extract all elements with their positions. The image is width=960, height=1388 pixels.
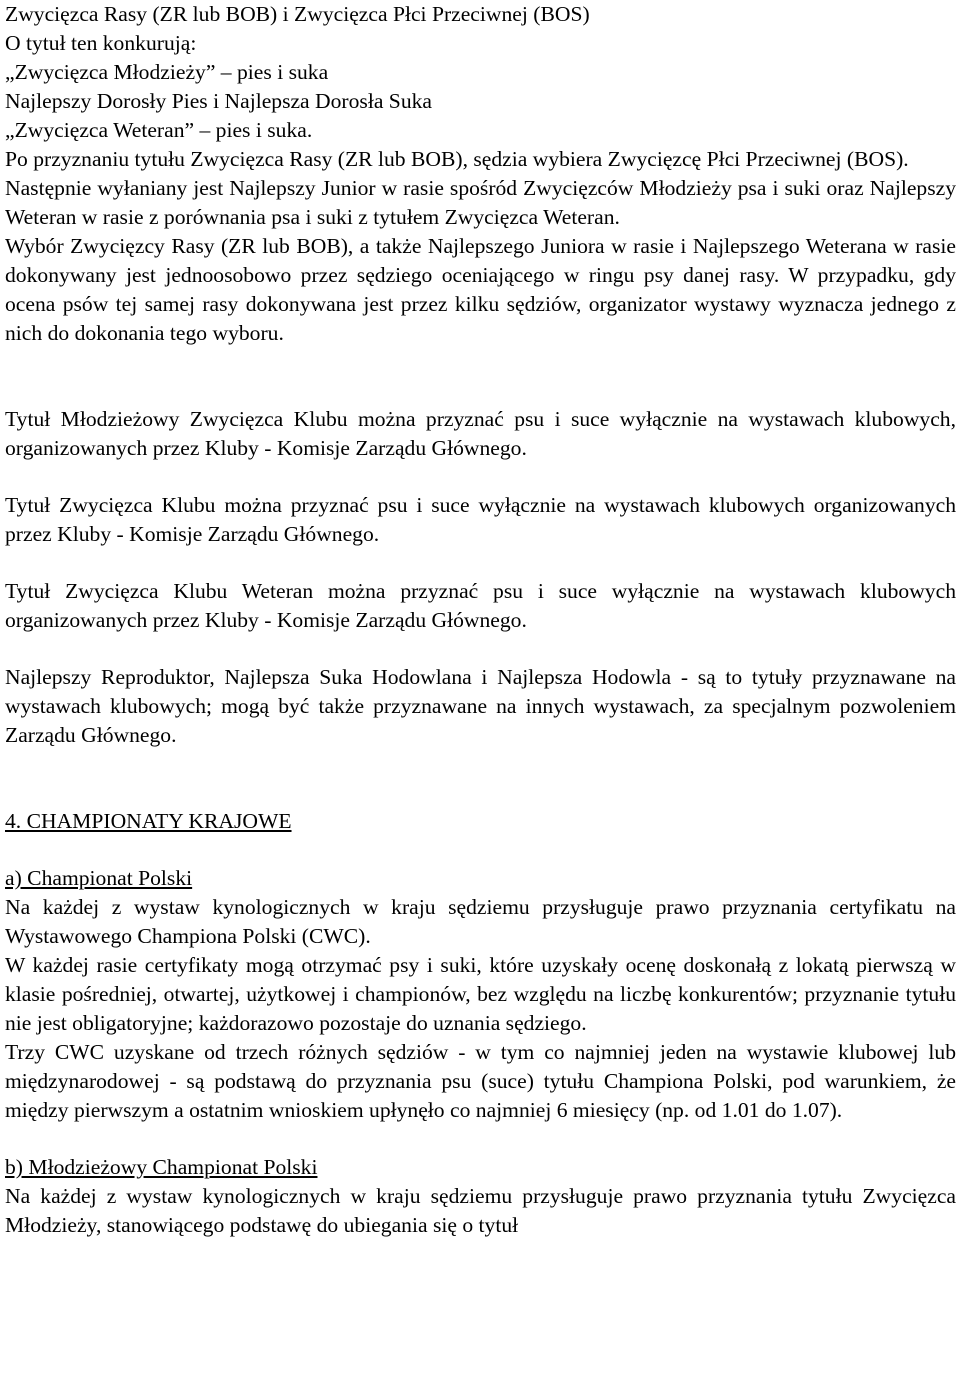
intro-title-line: Zwycięzca Rasy (ZR lub BOB) i Zwycięzca Płci Przeciwnej (BOS) bbox=[5, 2, 590, 26]
section-heading: 4. CHAMPIONATY KRAJOWE bbox=[5, 809, 292, 833]
club-titles-section bbox=[5, 405, 956, 750]
intro-paragraph-selection: Wybór Zwycięzcy Rasy (ZR lub BOB), a także Najlepszego Juniora w rasie i Najlepszego Weterana w rasie dokonywany jest jednoosobowo przez sędziego oceniającego w ringu psy danej rasy. W przypadku, gdy ocena psów tej samej rasy dokonywana jest przez kilku sędziów, organizator wystawy wyznacza jednego z nich do dokonania tego wyboru. bbox=[5, 234, 956, 345]
subsection-heading-b: b) Młodzieżowy Championat Polski bbox=[5, 1155, 318, 1179]
club-title-paragraph: Tytuł Zwycięzca Klubu Weteran można przyznać psu i suce wyłącznie na wystawach klubowych organizowanych przez Kluby - Komisje Zarządu Głównego. bbox=[5, 579, 956, 632]
club-title-paragraph: Najlepszy Reproduktor, Najlepsza Suka Hodowlana i Najlepsza Hodowla - są to tytuły przyznawane na wystawach klubowych; mogą być także przyznawane na innych wystawach, za specjalnym pozwoleniem Zarządu Głównego. bbox=[5, 665, 956, 747]
championship-paragraph: Na każdej z wystaw kynologicznych w kraju sędziemu przysługuje prawo przyznania certyfikatu na Wystawowego Championa Polski (CWC). bbox=[5, 895, 956, 948]
intro-list-item: „Zwycięzca Młodzieży” – pies i suka bbox=[5, 60, 329, 84]
intro-paragraph-bos: Po przyznaniu tytułu Zwycięzca Rasy (ZR lub BOB), sędzia wybiera Zwycięzcę Płci Przeciwnej (BOS). bbox=[5, 147, 909, 171]
intro-list-item: „Zwycięzca Weteran” – pies i suka. bbox=[5, 118, 313, 142]
championship-paragraph: W każdej rasie certyfikaty mogą otrzymać psy i suki, które uzyskały ocenę doskonałą z lokatą pierwszą w klasie pośredniej, otwartej, użytkowej i championów, bez względu na liczbę konkurentów; przyznanie tytułu nie jest obligatoryjne; każdorazowo pozostaje do uznania sędziego. bbox=[5, 953, 956, 1035]
club-title-paragraph: Tytuł Zwycięzca Klubu można przyznać psu i suce wyłącznie na wystawach klubowych organizowanych przez Kluby - Komisje Zarządu Głównego. bbox=[5, 493, 956, 546]
subsection-heading-a: a) Championat Polski bbox=[5, 866, 193, 890]
club-title-paragraph: Tytuł Młodzieżowy Zwycięzca Klubu można przyznać psu i suce wyłącznie na wystawach klubowych, organizowanych przez Kluby - Komisje Zarządu Głównego. bbox=[5, 407, 956, 460]
intro-paragraph-junior-veteran: Następnie wyłaniany jest Najlepszy Junior w rasie spośród Zwycięzców Młodzieży psa i suki oraz Najlepszy Weteran w rasie z porównania psa i suki z tytułem Zwycięzca Weteran. bbox=[5, 176, 956, 229]
intro-section bbox=[5, 0, 956, 348]
championships-section bbox=[5, 807, 956, 1240]
intro-competitors-label: O tytuł ten konkurują: bbox=[5, 31, 197, 55]
championship-paragraph: Na każdej z wystaw kynologicznych w kraju sędziemu przysługuje prawo przyznania tytułu Zwycięzca Młodzieży, stanowiącego podstawę do ubiegania się o tytuł bbox=[5, 1184, 956, 1237]
intro-list-item: Najlepszy Dorosły Pies i Najlepsza Dorosła Suka bbox=[5, 89, 432, 113]
championship-paragraph: Trzy CWC uzyskane od trzech różnych sędziów - w tym co najmniej jeden na wystawie klubowej lub międzynarodowej - są podstawą do przyznania psu (suce) tytułu Championa Polski, pod warunkiem, że między pierwszym a ostatnim wnioskiem upłynęło co najmniej 6 miesięcy (np. od 1.01 do 1.07). bbox=[5, 1040, 956, 1122]
